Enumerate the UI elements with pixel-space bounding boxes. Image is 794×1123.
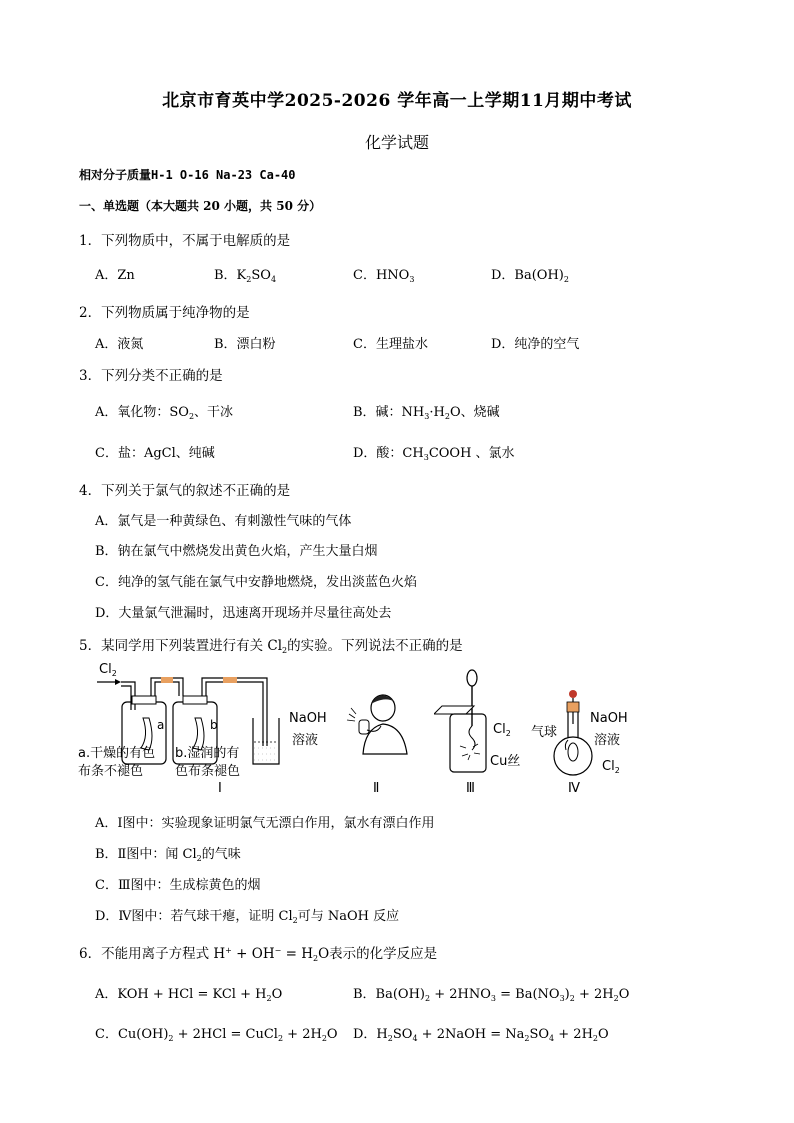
q1-option-d: D．$Ba(OH)_2$ xyxy=(491,268,569,284)
question-5-stem: 5．某同学用下列装置进行有关 $Cl_2$的实验。下列说法不正确的是 xyxy=(79,638,463,655)
q4-option-a: A．氯气是一种黄绿色、有刺激性气味的气体 xyxy=(95,514,352,529)
fig1-note-a-line2: 布条不褪色 xyxy=(78,764,144,779)
question-2-stem: 2．下列物质属于纯净物的是 xyxy=(79,305,250,321)
question-1-stem: 1．下列物质中，不属于电解质的是 xyxy=(79,233,291,249)
q5-option-d: D．Ⅳ图中：若气球干瘪，证明 $Cl_2$可与 NaOH 反应 xyxy=(95,909,400,925)
q5-option-a: A．Ⅰ图中：实验现象证明氯气无漂白作用，氯水有漂白作用 xyxy=(95,816,435,831)
q4-option-b: B．钠在氯气中燃烧发出黄色火焰，产生大量白烟 xyxy=(95,544,378,559)
q2-option-b: B．漂白粉 xyxy=(214,337,276,352)
question-3-stem: 3．下列分类不正确的是 xyxy=(79,368,223,384)
fig3-cl2-label: $Cl_2$ xyxy=(493,722,511,738)
q2-option-d: D．纯净的空气 xyxy=(491,337,580,352)
fig1-bottle-a-label: a xyxy=(157,718,165,732)
figure-2-smelling-person xyxy=(345,690,415,755)
q4-option-c: C．纯净的氢气能在氯气中安静地燃烧，发出淡蓝色火焰 xyxy=(95,575,417,590)
fig1-note-b-line2: 色布条褪色 xyxy=(175,764,241,779)
fig1-note-b-line1: b.湿润的有 xyxy=(175,746,240,761)
fig4-roman-numeral: Ⅳ xyxy=(568,781,580,796)
q1-option-c: C．$HNO_3$ xyxy=(353,268,415,284)
q6-option-a: A．KOH + HCl = KCl + $H_2O$ xyxy=(95,987,283,1003)
q6-option-c: C．$Cu(OH)_2 + 2HCl$ = CuCl$_2$ + $2H_2O$ xyxy=(95,1027,338,1043)
relative-mass-note: 相对分子质量H-1 O-16 Na-23 Ca-40 xyxy=(79,168,296,182)
fig1-note-a-line1: a.干燥的有色 xyxy=(78,746,156,761)
fig4-cl2-label: $Cl_2$ xyxy=(602,759,620,775)
fig4-solution-label: 溶液 xyxy=(594,733,621,748)
q5-option-b: B．Ⅱ图中：闻 $Cl_2$的气味 xyxy=(95,847,241,863)
q3-option-d: D．酸：$CH_3COOH$ 、氯水 xyxy=(353,446,515,462)
fig3-cu-wire-label: Cu丝 xyxy=(490,754,521,769)
q3-option-a: A．氧化物：$SO_2$、干冰 xyxy=(95,405,234,421)
q4-option-d: D．大量氯气泄漏时，迅速离开现场并尽量往高处去 xyxy=(95,606,392,621)
fig1-roman-numeral: Ⅰ xyxy=(218,781,222,796)
section-title: 一、单选题（本大题共 20 小题，共 50 分） xyxy=(79,199,322,213)
q6-option-b: B．$Ba(OH)_2 + 2HNO_3 = Ba(NO_3)_2 + 2H_2O$ xyxy=(353,987,630,1003)
fig1-cl2-label: $Cl_2$ xyxy=(99,662,117,678)
fig4-naoh-label: NaOH xyxy=(590,711,628,726)
fig1-bottle-b-label: b xyxy=(210,718,218,732)
q3-option-b: B．碱：$NH_3\cdot H_2O$、烧碱 xyxy=(353,405,500,421)
exam-subtitle: 化学试题 xyxy=(364,133,429,152)
q1-option-b: B．$K_2SO_4$ xyxy=(214,268,277,284)
q2-option-a: A．液氮 xyxy=(95,337,144,352)
q1-option-a: A．Zn xyxy=(95,268,135,283)
q5-option-c: C．Ⅲ图中：生成棕黄色的烟 xyxy=(95,878,261,893)
question-4-stem: 4．下列关于氯气的叙述不正确的是 xyxy=(79,483,291,499)
fig1-solution-label: 溶液 xyxy=(292,733,319,748)
exam-title: 北京市育英中学2025-2026 学年高一上学期11月期中考试 xyxy=(162,91,632,111)
fig3-roman-numeral: Ⅲ xyxy=(466,781,475,796)
fig2-roman-numeral: Ⅱ xyxy=(373,781,380,796)
question-6-stem: 6．不能用离子方程式 $H^+ + OH^- = H_2O$表示的化学反应是 xyxy=(79,946,438,963)
q6-option-d: D．$H_2SO_4$ + 2NaOH = $Na_2SO_4 + 2H_2O$ xyxy=(353,1027,609,1043)
q2-option-c: C．生理盐水 xyxy=(353,337,428,352)
fig1-naoh-label: NaOH xyxy=(289,711,327,726)
q3-option-c: C．盐：AgCl、纯碱 xyxy=(95,446,215,461)
fig4-balloon-label: 气球 xyxy=(531,725,558,740)
